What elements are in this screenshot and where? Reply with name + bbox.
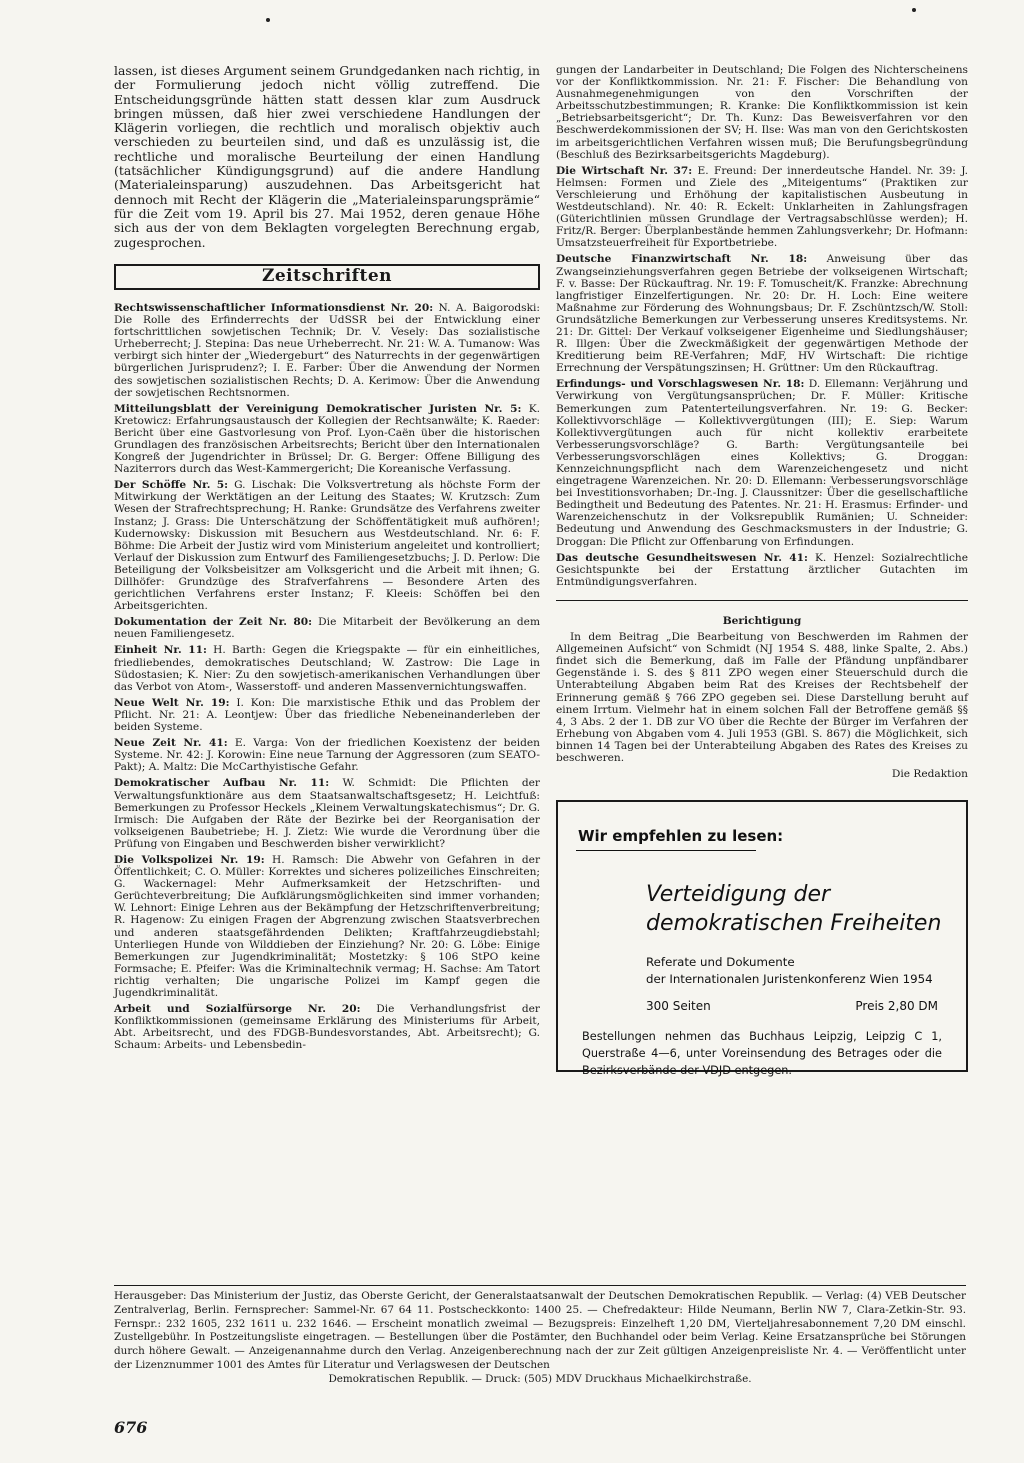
- advert-tagline-underline: [576, 850, 756, 851]
- journal-title: Erfindungs- und Vorschlagswesen Nr. 18:: [556, 378, 805, 391]
- journal-title: Neue Zeit Nr. 41:: [114, 737, 228, 750]
- journal-entry: [114, 644, 540, 692]
- advert-title-line: demokratischen Freiheiten: [646, 911, 942, 937]
- journal-contents: Anweisung über das Zwangseinziehungsverfahren gegen Betriebe der volkseigenen Wirtschaft; F. v. Basse: Der Rückauftrag. Nr. 19: F. Tomuscheit/K. Franzke: Abrechnung langfristiger Einzelfertigungen. Nr. 20: Dr. H. Loch: Eine weitere Maßnahme zur Förderung des Wohnungsbaus; Dr. F. Zschüntzsch/W. Stoll: Grundsätzliche Bemerkungen zur Verbesserung unseres Kreditsystems. Nr. 21: Dr. Gittel: Der Verkauf volkseigener Eigenheime und Siedlungshäuser; R. Illgen: Über die Zweckmäßigkeit der gegenwärtigen Methode der Kreditierung beim RE-Verfahren; MdF, HV Wirtschaft: Die richtige Errechnung der Verspätungszinsen; H. Grüttner: Um den Rückauftrag.: [556, 253, 968, 375]
- advert-tagline: Wir empfehlen zu lesen:: [578, 827, 784, 846]
- journal-entry: [114, 854, 540, 999]
- journal-contents: H. Barth: Gegen die Kriegspakte — für ein einheitliches, friedliebendes, demokratisches Deutschland; W. Zastrow: Die Lage in Südostasien; K. Nier: Zu den sowjetisch-amerikanischen Verhandlungen über das Verbot von Atom-, Wasserstoff- und anderen Massenvernichtungswaffen.: [114, 644, 540, 693]
- intro-paragraph: lassen, ist dieses Argument seinem Grundgedanken nach richtig, in der Formulierung jedoch nicht völlig zutreffend. Die Entscheidungsgründe hätten statt dessen klar zum Ausdruck bringen müssen, daß hier zwei verschiedene Handlungen der Klägerin vorliegen, die rechtlich und moralisch objektiv auch verschieden zu beurteilen sind, und daß es unzulässig ist, die rechtliche und moralische Beurteilung der einen Handlung (tatsächlicher Kündigungsgrund) auf die andere Handlung (Materialeinsparung) auszudehnen. Das Arbeitsgericht hat dennoch mit Recht der Klägerin die „Materialeinsparungsprämie“ für die Zeit vom 19. April bis 27. Mai 1952, deren genaue Höhe sich aus der von dem Beklagten vorgelegten Berechnung ergab, zugesprochen.: [114, 63, 540, 250]
- journal-contents: Die Mitarbeit der Bevölkerung an dem neuen Familiengesetz.: [114, 616, 540, 641]
- journal-entry: [114, 1003, 540, 1051]
- journal-title: Rechtswissenschaftlicher Informationsdienst Nr. 20:: [114, 301, 434, 314]
- journal-contents: E. Freund: Der innerdeutsche Handel. Nr. 39: J. Helmsen: Formen und Ziele des „Miteigentums“ (Praktiken zur Verschleierung und Erhöhung der kapitalistischen Ausbeutung in Westdeutschland). Nr. 40: R. Eckelt: Unklarheiten in Zahlungsfragen (Güterichtlinien müssen Grundlage der Vertragsabschlüsse werden); H. Fritz/R. Berger: Überplanbestände hemmen Zahlungsverkehr; Dr. Hofmann: Umsatzsteuerfreiheit für Exportbetriebe.: [556, 164, 968, 250]
- journal-contents: I. Kon: Die marxistische Ethik und das Problem der Pflicht. Nr. 21: A. Leontjew: Über das friedliche Nebeneinanderleben der beiden Systeme.: [114, 696, 540, 734]
- advert-subtitle: [646, 954, 933, 988]
- journal-entry: [114, 616, 540, 640]
- journal-title: Mitteilungsblatt der Vereinigung Demokratischer Juristen Nr. 5:: [114, 402, 522, 415]
- journal-title: Neue Welt Nr. 19:: [114, 696, 230, 709]
- journal-title: Die Volkspolizei Nr. 19:: [114, 853, 265, 866]
- journal-title: Der Schöffe Nr. 5:: [114, 479, 229, 492]
- journal-entry: [114, 479, 540, 612]
- journal-title: Arbeit und Sozialfürsorge Nr. 20:: [114, 1003, 361, 1016]
- advert-book-title: [646, 880, 941, 938]
- journal-contents: K. Kretowicz: Erfahrungsaustausch der Kollegien der Rechtsanwälte; K. Raeder: Bericht über eine Gastvorlesung von Prof. Lyon-Caën über die historischen Grundlagen des französischen Arbeitsrechts; Bericht über den Internationalen Kongreß der Jugendrichter in Brüssel; Dr. G. Berger: Offene Billigung des Naziterrors durch das West-Kammergericht; Die Koreanische Verfassung.: [114, 402, 540, 476]
- journal-contents: E. Varga: Von der friedlichen Koexistenz der beiden Systeme. Nr. 42: J. Korowin: Eine neue Tarnung der Aggressoren (zum SEATO-Pakt); A. Maltz: Die McCarthyistische Gefahr.: [114, 737, 540, 774]
- correction-notice: [556, 615, 968, 780]
- advert-subtitle-line: Referate und Dokumente: [646, 955, 795, 970]
- journal-entry: [114, 403, 540, 476]
- journal-entry: [114, 697, 540, 733]
- page-number: 676: [114, 1418, 148, 1437]
- journal-title: Die Wirtschaft Nr. 37:: [556, 164, 693, 177]
- advert-title-line: Verteidigung der: [646, 882, 831, 908]
- journal-contents: G. Lischak: Die Volksvertretung als höchste Form der Mitwirkung der Werktätigen an der Leitung des Staates; W. Krutzsch: Zum Wesen der Strafrechtsprechung; H. Ranke: Grundsätze des Verfahrens zweiter Instanz; J. Grass: Die Unterschätzung der Schöffentätigkeit muß aufhören!; Kudernowsky: Diskussion mit Besuchern aus Westdeutschland. Nr. 6: F. Böhme: Die Arbeit der Justiz wird vom Ministerium angeleitet und kontrolliert; Verlauf der Diskussion zum Entwurf des Familiengesetzbuchs; J. D. Perlow: Die Beteiligung der Volksbeisitzer am Volksgericht und die Arbeit mit ihnen; G. Dillhöfer: Grundzüge des Strafverfahrens — Besondere Arten des gerichtlichen Verfahrens erster Instanz; F. Kleeis: Schöffen bei den Arbeitsgerichten.: [114, 479, 541, 613]
- journal-entry: [114, 302, 540, 399]
- advert-subtitle-line: der Internationalen Juristenkonferenz Wien 1954: [646, 972, 933, 987]
- advert-price: Preis 2,80 DM: [855, 999, 938, 1014]
- journal-contents: Die Verhandlungsfrist der Konfliktkommissionen (gemeinsame Erklärung des Ministeriums für Arbeit, Abt. Arbeitsrecht, und des FDGB-Bundesvorstandes, Abt. Arbeitsrecht); G. Schaum: Arbeits- und Lebensbedin-: [114, 1003, 540, 1052]
- scan-speck: [266, 18, 270, 22]
- journal-title: Das deutsche Gesundheitswesen Nr. 41:: [556, 551, 808, 564]
- correction-title: Berichtigung: [722, 614, 802, 627]
- journal-contents: H. Ramsch: Die Abwehr von Gefahren in der Öffentlichkeit; C. O. Müller: Korrektes und sicheres polizeiliches Einschreiten; G. Wackernagel: Mehr Aufmerksamkeit der Hetzschriften- und Gerüchteverbreitung; Die Aufklärungsmöglichkeiten sind immer vorhanden; W. Lehnort: Einige Lehren aus der Bekämpfung der Hetzschriftenverbreitung; R. Hagenow: Zu einigen Fragen der Abgrenzung zwischen Staatsverbrechen und anderen staatsgefährdenden Delikten; Kraftfahrzeugdiebstahl; Unterliegen Hunde von Wilddieben der Einziehung? Nr. 20: G. Löbe: Einige Bemerkungen zur Jugendkriminalität; Mostetzky: § 106 StPO keine Formsache; E. Pfeifer: Was die Kriminaltechnik vermag; H. Sachse: Am Tatort richtig verhalten; Die ungarische Polizei im Kampf gegen die Jugendkriminalität.: [114, 853, 541, 1000]
- section-heading: Zeitschriften: [114, 264, 540, 290]
- imprint-text: Herausgeber: Das Ministerium der Justiz, das Oberste Gericht, der Generalstaatsanwalt der Deutschen Demokratischen Republik. — Verlag: (4) VEB Deutscher Zentralverlag, Berlin. Fernsprecher: Sammel-Nr. 67 64 11. Postscheckkonto: 1400 25. — Chefredakteur: Hilde Neumann, Berlin NW 7, Clara-Zetkin-Str. 93. Fernspr.: 232 1605, 232 1611 u. 232 1646. — Erscheint monatlich zweimal — Bezugspreis: Einzelheft 1,20 DM, Vierteljahresabonnement 7,20 DM einschl. Zustellgebühr. In Postzeitungsliste eingetragen. — Bestellungen über die Postämter, den Buchhandel oder beim Verlag. Keine Ersatzansprüche bei Störungen durch höhere Gewalt. — Anzeigenannahme durch den Verlag. Anzeigenberechnung nach der zur Zeit gültigen Anzeigenpreisliste Nr. 4. — Veröffentlicht unter der Lizenznummer 1001 des Amtes für Literatur und Verlagswesen der Deutschen: [114, 1290, 966, 1371]
- correction-signature: Die Redaktion: [891, 768, 968, 781]
- journal-title: Deutsche Finanzwirtschaft Nr. 18:: [556, 253, 808, 266]
- journal-entry: [556, 552, 968, 588]
- journal-entry: [556, 253, 968, 374]
- journal-entry: [114, 777, 540, 850]
- journal-title: Einheit Nr. 11:: [114, 644, 207, 657]
- journal-contents: N. A. Baigorodski: Die Rolle des Erfinderrechts der UdSSR bei der Entwicklung einer fortschrittlichen sowjetischen Technik; Dr. V. Vesely: Das sozialistische Urheberrecht; J. Stepina: Das neue Urheberrecht. Nr. 21: W. A. Tumanow: Was verbirgt sich hinter der „Wiedergeburt“ des Naturrechts in der gegenwärtigen bürgerlichen Jurisprudenz?; I. E. Farber: Über die Anwendung der Normen des sowjetischen sozialistischen Rechts; D. A. Kerimow: Über die Anwendung der sowjetischen Rechtsnormen.: [114, 301, 540, 399]
- correction-text: In dem Beitrag „Die Bearbeitung von Beschwerden im Rahmen der Allgemeinen Aufsicht“ von Schmidt (NJ 1954 S. 488, linke Spalte, 2. Abs.) findet sich die Bemerkung, daß im Falle der Pfändung unpfändbarer Gegenstände i. S. des § 811 ZPO wegen einer Steuerschuld durch die Unterabteilung Abgaben beim Rat des Kreises der Rechtsbehelf der Erinnerung gemäß § 766 ZPO gegeben sei. Diese Darstellung beruht auf einem Irrtum. Vielmehr hat in einem solchen Fall der Betroffene gemäß §§ 4, 3 Abs. 2 der 1. DB zur VO über die Rechte der Bürger im Verfahren der Erhebung von Abgaben vom 4. Juli 1953 (GBl. S. 867) die Möglichkeit, sich binnen 14 Tagen bei der Unterabteilung Abgaben des Rates des Kreises zu beschweren.: [556, 631, 968, 764]
- journal-contents: D. Ellemann: Verjährung und Verwirkung von Vergütungsansprüchen; Dr. F. Müller: Kritische Bemerkungen zum Patenterteilungsverfahren. Nr. 19: G. Becker: Kollektivvorschläge — Kollektivvergütungen (III); E. Siep: Warum Kollektivvergütungen auch für nicht kollektiv erarbeitete Verbesserungsvorschläge? G. Barth: Vergütungsanteile bei Verbesserungsvorschlägen eines Kollektivs; G. Droggan: Kennzeichnungspflicht nach dem Warenzeichengesetz und nicht eingetragene Warenzeichen. Nr. 20: D. Ellemann: Verbesserungsvorschläge bei Investitionsvorhaben; Dr.-Ing. J. Claussnitzer: Über die gesellschaftliche Bedingtheit und Bedeutung des Patentes. Nr. 21: H. Erasmus: Erfinder- und Warenzeichenschutz in der Volksrepublik Rumänien; U. Schneider: Bedeutung und Anwendung des Geschmacksmusters in der Industrie; G. Droggan: Die Pflicht zur Offenbarung von Erfindungen.: [556, 378, 968, 548]
- left-column: [114, 64, 540, 1055]
- right-column: [556, 64, 968, 1078]
- advert-page-count: 300 Seiten: [646, 999, 711, 1014]
- journal-title: Demokratischer Aufbau Nr. 11:: [114, 777, 330, 790]
- advert-order-info: Bestellungen nehmen das Buchhaus Leipzig, Leipzig C 1, Querstraße 4—6, unter Voreinsendung des Betrages oder die Bezirksverbände der VDJD entgegen.: [582, 1030, 942, 1078]
- continued-entry: gungen der Landarbeiter in Deutschland; Die Folgen des Nichterscheinens vor der Konfliktkommission. Nr. 21: F. Fischer: Die Behandlung von Ausnahmegenehmigungen von den Vorschriften der Arbeitsschutzbestimmungen; R. Kranke: Die Konfliktkommission ist kein „Betriebsarbeitsgericht“; Dr. Th. Kunz: Das Beweisverfahren vor den Beschwerdekommissionen der SV; H. Ilse: Was man von den Gerichtskosten im arbeitsgerichtlichen Verfahren wissen muß; Die Berufungsbegründung (Beschluß des Bezirksarbeitsgerichts Magdeburg).: [556, 64, 968, 161]
- scan-speck: [912, 8, 916, 12]
- imprint: [114, 1285, 966, 1387]
- book-advertisement: [556, 800, 968, 1078]
- journal-title: Dokumentation der Zeit Nr. 80:: [114, 616, 313, 629]
- imprint-last-line: Demokratischen Republik. — Druck: (505) MDV Druckhaus Michaelkirchstraße.: [328, 1372, 752, 1385]
- journal-entry: [556, 165, 968, 250]
- journal-entry: [556, 378, 968, 547]
- journal-entry: [114, 737, 540, 773]
- journal-contents: K. Henzel: Sozialrechtliche Gesichtspunkte bei der Erstattung ärztlicher Gutachten im Entmündigungsverfahren.: [556, 551, 968, 588]
- journal-contents: W. Schmidt: Die Pflichten der Verwaltungsfunktionäre aus dem Staatsanwaltschaftsgesetz; H. Leichtfuß: Bemerkungen zu Professor Heckels „Kleinem Verwaltungskatechismus“; Dr. G. Irmisch: Die Aufgaben der Räte der Bezirke bei der Reorganisation der volkseigenen Baubetriebe; H. J. Zietz: Wie wurde die Verordnung über die Prüfung von Eingaben und Beschwerden bisher verwirklicht?: [114, 777, 540, 850]
- section-divider: [556, 600, 968, 601]
